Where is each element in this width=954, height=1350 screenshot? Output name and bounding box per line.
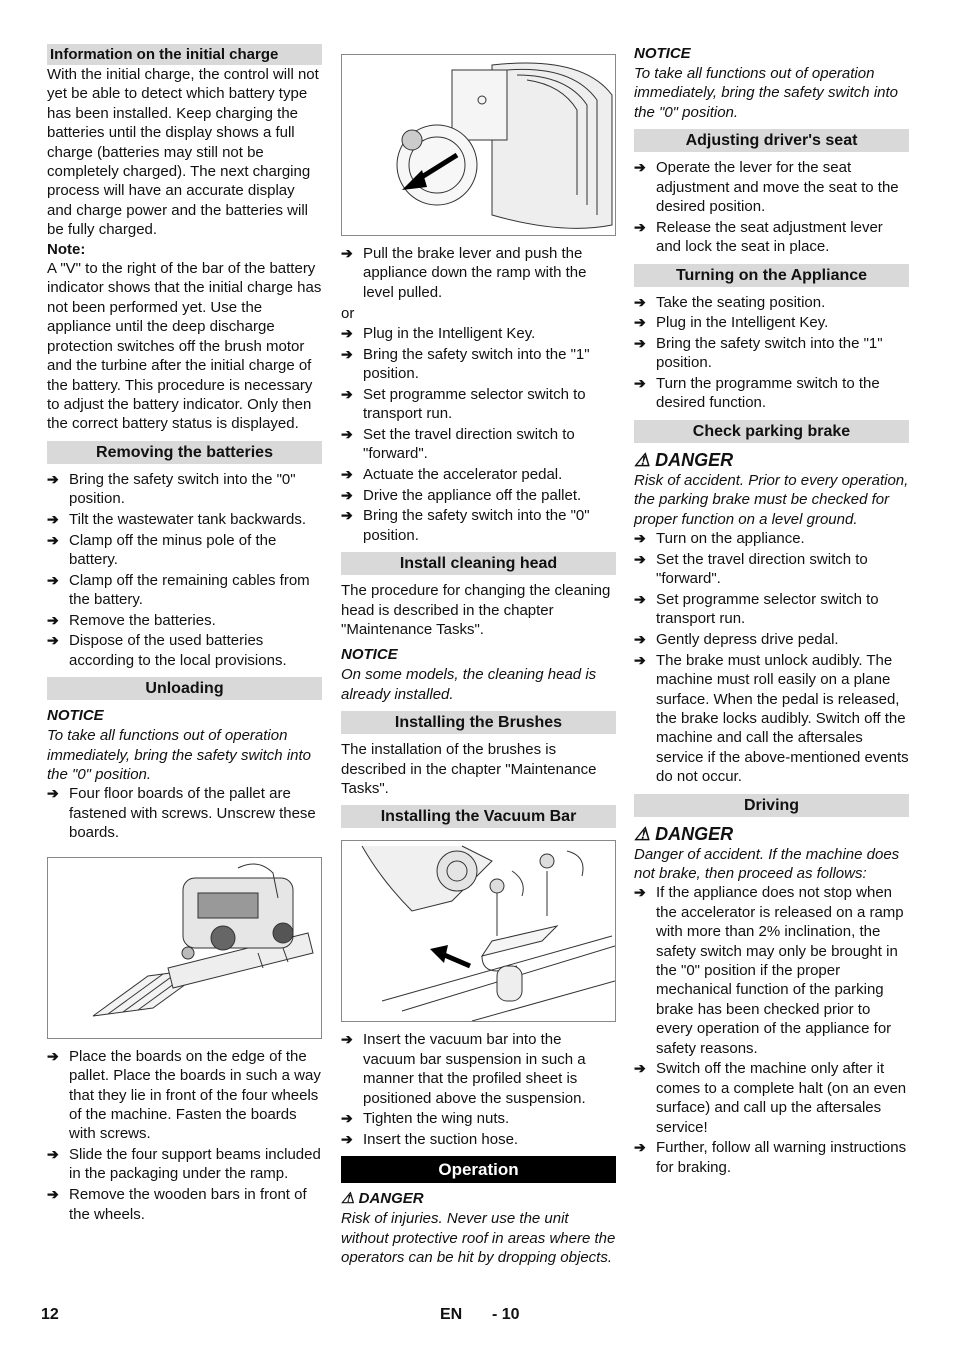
warning-triangle-icon: ⚠ [634, 823, 651, 844]
step-text: Bring the safety switch into the "1" position. [363, 345, 590, 383]
danger-heading [634, 823, 909, 845]
step-text: Actuate the accelerator pedal. [363, 465, 563, 483]
step-item [341, 506, 616, 545]
step-text: Switch off the machine only after it comes to a complete halt (on an even surface) and call up the aftersales service! [656, 1060, 907, 1136]
drive-off-steps [341, 324, 616, 545]
arrow-bullet-icon: ➔ [634, 293, 646, 310]
figure-brake-lever [341, 54, 616, 236]
step-item [341, 345, 616, 384]
arrow-bullet-icon: ➔ [47, 531, 59, 548]
step-item [634, 883, 909, 1058]
vacuum-steps [341, 1030, 616, 1149]
paragraph-install-head: The procedure for changing the cleaning head is described in the chapter "Maintenance Tasks". [341, 582, 611, 638]
step-text: Insert the suction hose. [363, 1131, 519, 1149]
step-text: Clamp off the minus pole of the battery. [69, 531, 277, 568]
step-text: Plug in the Intelligent Key. [363, 324, 536, 342]
figure-ramp-unloading [47, 857, 322, 1039]
step-text: Bring the safety switch into the "0" position. [69, 470, 296, 508]
warning-triangle-icon: ⚠ [634, 449, 651, 470]
arrow-bullet-icon: ➔ [634, 159, 646, 176]
arrow-bullet-icon: ➔ [341, 425, 353, 442]
step-item [634, 218, 909, 257]
column-1 [47, 44, 322, 1225]
driving-danger-text: Danger of accident. If the machine does not brake, then proceed as follows: [634, 845, 900, 882]
step-item [634, 334, 909, 373]
arrow-bullet-icon: ➔ [47, 1047, 59, 1064]
step-text: Four floor boards of the pallet are fastened with screws. Unscrew these boards. [69, 785, 316, 842]
notice-label: NOTICE [341, 646, 398, 664]
heading-initial-charge: Information on the initial charge [47, 44, 322, 65]
brake-danger-text: Risk of accident. Prior to every operation, the parking brake must be checked for proper function on a level ground. [634, 471, 909, 528]
heading-removing-batteries: Removing the batteries [47, 441, 322, 464]
arrow-bullet-icon: ➔ [47, 571, 59, 588]
danger-text: Risk of injuries. Never use the unit without protective roof in areas where the operators can be hit by dropping objects. [341, 1210, 616, 1267]
step-text: If the appliance does not stop when the accelerator is released on a ramp with more than 2% inclination, the safety switch may only be brought in the "0" position if the proper mechanical function of the parking brake has been checked prior to every operation of the appliance for safety reasons. [656, 884, 904, 1057]
step-item [341, 486, 616, 505]
note-label: Note: [47, 240, 86, 258]
notice-label: NOTICE [47, 707, 104, 725]
step-item [634, 1059, 909, 1137]
arrow-bullet-icon: ➔ [341, 345, 353, 362]
step-text: Operate the lever for the seat adjustment and move the seat to the desired position. [656, 159, 899, 216]
step-item [47, 510, 322, 529]
or-label: or [341, 304, 355, 322]
danger-heading [341, 1189, 616, 1209]
arrow-bullet-icon: ➔ [634, 375, 646, 392]
arrow-bullet-icon: ➔ [341, 1031, 353, 1048]
step-text: Gently depress drive pedal. [656, 631, 839, 649]
turnon-steps [634, 293, 909, 413]
step-item [634, 374, 909, 413]
notice-text: On some models, the cleaning head is already installed. [341, 666, 597, 703]
step-text: Set programme selector switch to transport run. [363, 385, 586, 423]
arrow-bullet-icon: ➔ [634, 530, 646, 547]
arrow-bullet-icon: ➔ [47, 470, 59, 487]
seat-steps [634, 158, 909, 256]
step-text: Slide the four support beams included in the packaging under the ramp. [69, 1146, 321, 1183]
step-text: Bring the safety switch into the "1" position. [656, 334, 883, 372]
step-text: The brake must unlock audibly. The machine must roll easily on a plane surface. When the pedal is released, the brake locks audibly. Switch off the machine and call the aftersales service if the above-mentioned events do not occur. [656, 651, 909, 786]
arrow-bullet-icon: ➔ [341, 324, 353, 341]
step-item [47, 1145, 322, 1184]
arrow-bullet-icon: ➔ [341, 507, 353, 524]
arrow-bullet-icon: ➔ [634, 631, 646, 648]
sub-page-number: - 10 [492, 1306, 520, 1323]
step-text: Further, follow all warning instructions for braking. [656, 1139, 907, 1176]
arrow-bullet-icon: ➔ [634, 218, 646, 235]
step-text: Dispose of the used batteries according to the local provisions. [69, 632, 287, 669]
removing-steps [47, 470, 322, 671]
arrow-bullet-icon: ➔ [634, 550, 646, 567]
step-text: Tighten the wing nuts. [363, 1110, 510, 1128]
step-item [341, 1109, 616, 1128]
arrow-bullet-icon: ➔ [341, 245, 353, 261]
step-item [341, 385, 616, 424]
ramp-illustration [48, 858, 321, 1038]
step-text: Tilt the wastewater tank backwards. [69, 510, 307, 528]
step-item [47, 631, 322, 670]
step-item [341, 244, 616, 302]
arrow-bullet-icon: ➔ [341, 1131, 353, 1148]
arrow-bullet-icon: ➔ [341, 1110, 353, 1127]
step-text: Place the boards on the edge of the pallet. Place the boards in such a way that they lie in front of the four wheels of the machine. Fasten the boards with screws. [69, 1047, 321, 1143]
unloading-steps-b [47, 1047, 322, 1224]
step-item [634, 590, 909, 629]
notice-text: To take all functions out of operation immediately, bring the safety switch into the "0" position. [634, 65, 899, 121]
arrow-bullet-icon: ➔ [634, 884, 646, 901]
arrow-bullet-icon: ➔ [341, 385, 353, 402]
arrow-bullet-icon: ➔ [47, 632, 59, 649]
notice-text: To take all functions out of operation immediately, bring the safety switch into the "0" position. [47, 727, 312, 784]
step-item [47, 470, 322, 509]
warning-triangle-icon: ⚠ [341, 1190, 355, 1208]
arrow-bullet-icon: ➔ [634, 651, 646, 668]
step-item [341, 465, 616, 484]
step-text: Clamp off the remaining cables from the battery. [69, 571, 310, 609]
arrow-bullet-icon: ➔ [634, 1139, 646, 1156]
arrow-bullet-icon: ➔ [634, 1060, 646, 1077]
paragraph-note: A "V" to the right of the bar of the battery indicator shows that the initial charge has not been performed yet. Use the appliance until the deep discharge protection switches off the brush motor and the turbine after the initial charge of the battery. This procedure is necessary to adjust the battery indicator. Only then the correct battery status is displayed. [47, 260, 322, 433]
step-text: Drive the appliance off the pallet. [363, 486, 582, 504]
danger-label: DANGER [358, 1190, 424, 1208]
heading-installing-brushes: Installing the Brushes [341, 711, 616, 734]
brake-steps [341, 244, 616, 302]
step-item [47, 531, 322, 570]
step-item [47, 1185, 322, 1224]
heading-drivers-seat: Adjusting driver's seat [634, 129, 909, 152]
step-text: Insert the vacuum bar into the vacuum bar suspension in such a manner that the profiled sheet is positioned above the suspension. [363, 1031, 586, 1107]
step-item [47, 784, 322, 842]
step-item [634, 651, 909, 787]
driving-steps [634, 883, 909, 1177]
step-text: Bring the safety switch into the "0" position. [363, 507, 590, 544]
heading-check-parking-brake: Check parking brake [634, 420, 909, 443]
step-item [341, 1130, 616, 1149]
heading-turning-on: Turning on the Appliance [634, 264, 909, 287]
heading-driving: Driving [634, 794, 909, 817]
page-number: 12 [41, 1306, 59, 1323]
arrow-bullet-icon: ➔ [341, 465, 353, 482]
step-item [341, 425, 616, 464]
step-item [47, 611, 322, 630]
step-item [634, 529, 909, 548]
arrow-bullet-icon: ➔ [634, 590, 646, 607]
step-text: Remove the batteries. [69, 611, 216, 629]
vacuum-bar-illustration [342, 841, 615, 1021]
heading-operation: Operation [341, 1156, 616, 1183]
brake-check-steps [634, 529, 909, 786]
step-text: Set the travel direction switch to "forward". [656, 550, 868, 588]
unloading-steps-a [47, 784, 322, 842]
step-item [634, 293, 909, 312]
figure-vacuum-bar [341, 840, 616, 1022]
heading-vacuum-bar: Installing the Vacuum Bar [341, 805, 616, 828]
step-item [341, 324, 616, 343]
column-3 [634, 44, 909, 1178]
notice-label: NOTICE [634, 45, 691, 62]
paragraph-initial-charge: With the initial charge, the control will not yet be able to detect which battery type has been installed. Keep charging the batteries until the display shows a full charge (batteries may still not be completely charged). The next charging process will have an accurate display and charge power and the batteries will be fully charged. [47, 66, 319, 239]
arrow-bullet-icon: ➔ [341, 486, 353, 503]
step-item [634, 1138, 909, 1177]
step-item [634, 550, 909, 589]
step-text: Turn the programme switch to the desired function. [656, 375, 880, 412]
step-text: Release the seat adjustment lever and lock the seat in place. [656, 218, 883, 256]
step-text: Set the travel direction switch to "forward". [363, 425, 575, 463]
heading-install-cleaning-head: Install cleaning head [341, 552, 616, 575]
arrow-bullet-icon: ➔ [47, 1146, 59, 1163]
danger-label: DANGER [655, 823, 734, 844]
column-2 [341, 44, 616, 1268]
arrow-bullet-icon: ➔ [47, 611, 59, 628]
arrow-bullet-icon: ➔ [47, 510, 59, 527]
step-item [634, 630, 909, 649]
step-item [47, 1047, 322, 1144]
arrow-bullet-icon: ➔ [47, 785, 59, 802]
step-text: Plug in the Intelligent Key. [656, 314, 829, 332]
step-text: Pull the brake lever and push the appliance down the ramp with the level pulled. [363, 245, 587, 301]
step-item [634, 313, 909, 332]
arrow-bullet-icon: ➔ [634, 314, 646, 331]
danger-heading [634, 449, 909, 471]
step-text: Set programme selector switch to transport run. [656, 590, 879, 628]
step-item [634, 158, 909, 216]
step-item [341, 1030, 616, 1108]
step-item [47, 571, 322, 610]
arrow-bullet-icon: ➔ [634, 334, 646, 351]
language-code: EN [440, 1306, 463, 1323]
heading-unloading: Unloading [47, 677, 322, 700]
paragraph-brushes: The installation of the brushes is described in the chapter "Maintenance Tasks". [341, 741, 597, 798]
arrow-bullet-icon: ➔ [47, 1186, 59, 1203]
brake-lever-illustration [342, 55, 615, 235]
step-text: Turn on the appliance. [656, 530, 805, 548]
step-text: Take the seating position. [656, 293, 826, 311]
step-text: Remove the wooden bars in front of the wheels. [69, 1186, 307, 1223]
danger-label: DANGER [655, 449, 734, 470]
